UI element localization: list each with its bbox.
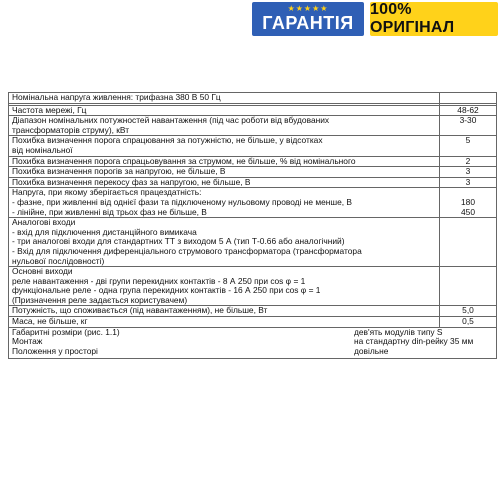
param-cell: Частота мережі, Гц bbox=[9, 105, 440, 116]
value-cell: 180 450 bbox=[440, 188, 497, 218]
stars-icon: ★★★★★ bbox=[287, 4, 329, 13]
value-cell bbox=[440, 267, 497, 306]
dimensions-params: Габаритні розміри (рис. 1.1) Монтаж Положення у просторі bbox=[12, 326, 120, 356]
table-row bbox=[9, 105, 497, 116]
dimensions-cell bbox=[9, 327, 497, 358]
table-row bbox=[9, 188, 497, 218]
param-cell: Потужність, що споживається (під навантаженням), не більше, Вт bbox=[9, 306, 440, 317]
original-badge: 100% ОРИГІНАЛ bbox=[370, 2, 498, 36]
table-row bbox=[9, 116, 497, 136]
param-cell: Похибка визначення порога спрацьовування за струмом, не більше, % від номінального bbox=[9, 156, 440, 167]
value-cell: 3-30 bbox=[440, 116, 497, 136]
table-row bbox=[9, 306, 497, 317]
param-cell: Похибка визначення порога спрацювання за потужністю, не більше, у відсотках від номінальної bbox=[9, 136, 440, 156]
value-cell: 0,5 bbox=[440, 317, 497, 328]
guarantee-label: ГАРАНТІЯ bbox=[262, 12, 354, 33]
param-cell: Основні виходи реле навантаження - дві групи перекидних контактів - 8 А 250 при cos φ = 1 функціональне реле - одна група перекидних контактів - 16 А 250 при cos φ = 1 (Призначення реле задається користувачем) bbox=[9, 267, 440, 306]
param-cell: Напруга, при якому зберігається працездатність: - фазне, при живленні від однієї фази та підключеному нульовому проводі не менше, В - лінійне, при живленні від трьох фаз не більше, В bbox=[9, 188, 440, 218]
param-cell: Похибка визначення перекосу фаз за напругою, не більше, В bbox=[9, 177, 440, 188]
table-row bbox=[9, 156, 497, 167]
param-cell: Похибка визначення порогів за напругою, не більше, В bbox=[9, 167, 440, 178]
table-row bbox=[9, 136, 497, 156]
dimensions-values: дев'ять модулів типу S на стандартну din-рейку 35 мм довільне bbox=[354, 326, 474, 356]
table-row bbox=[9, 177, 497, 188]
table-row bbox=[9, 93, 497, 104]
param-cell: Номінальна напруга живлення: трифазна 380 В 50 Гц bbox=[9, 93, 440, 104]
table-row bbox=[9, 317, 497, 328]
param-cell: Маса, не більше, кг bbox=[9, 317, 440, 328]
param-cell: Аналогові входи - вхід для підключення дистанційного вимикача - три аналогові входи для стандартних ТТ з виходом 5 А (тип Т-0.66 або аналогічний) - Вхід для підключення диференціального струмового трансформатора (трансформатора нульової послідовності) bbox=[9, 218, 440, 267]
value-cell bbox=[440, 93, 497, 104]
guarantee-badge bbox=[252, 2, 364, 36]
table-row bbox=[9, 218, 497, 267]
value-cell: 2 bbox=[440, 156, 497, 167]
value-cell: 5 bbox=[440, 136, 497, 156]
table-row bbox=[9, 267, 497, 306]
param-cell: Діапазон номінальних потужностей навантаження (під час роботи від вбудованих трансформаторів струму), кВт bbox=[9, 116, 440, 136]
value-cell: 3 bbox=[440, 177, 497, 188]
spec-table bbox=[8, 92, 497, 359]
value-cell bbox=[440, 218, 497, 267]
value-cell: 5,0 bbox=[440, 306, 497, 317]
value-cell: 3 bbox=[440, 167, 497, 178]
dimensions-block bbox=[12, 328, 493, 358]
table-row bbox=[9, 327, 497, 358]
spec-table-body bbox=[9, 93, 497, 359]
table-row bbox=[9, 167, 497, 178]
value-cell: 48-62 bbox=[440, 105, 497, 116]
